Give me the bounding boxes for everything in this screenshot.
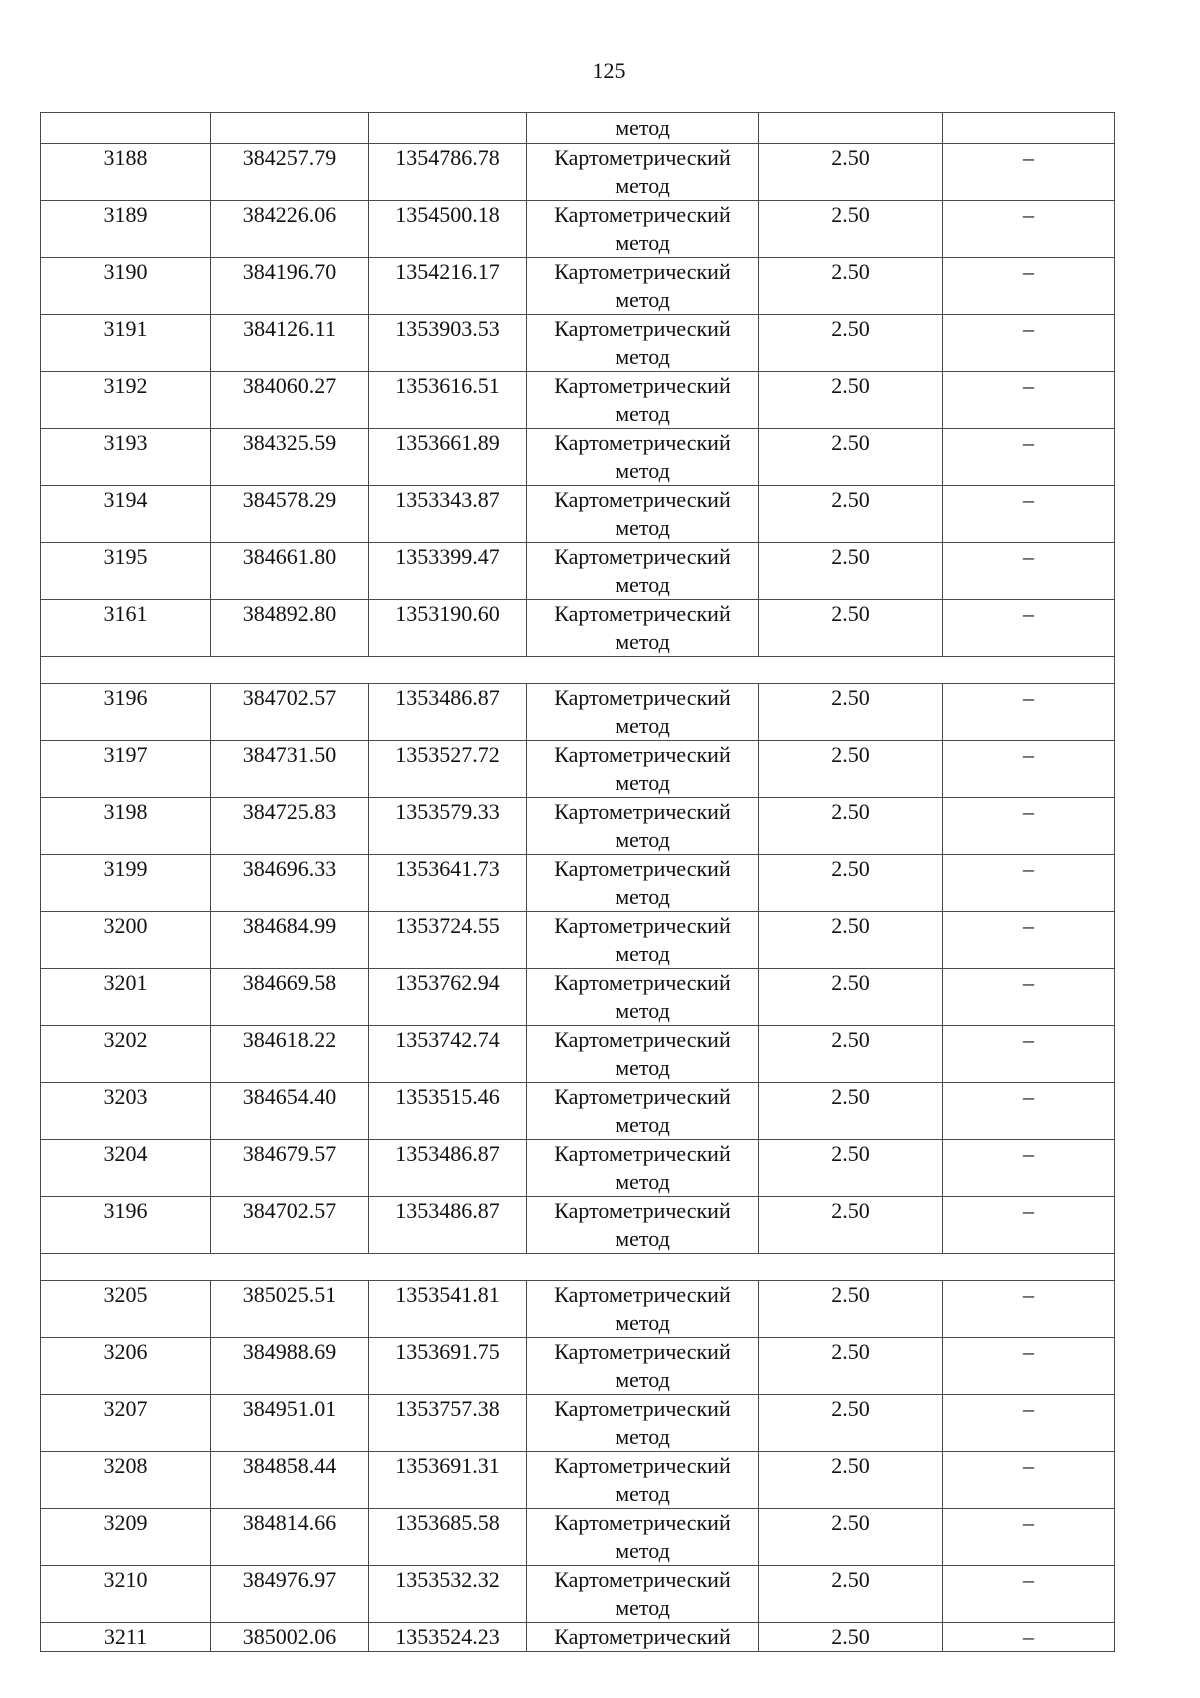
cell-accuracy: 2.50 — [759, 372, 943, 429]
cell-id: 3210 — [41, 1566, 211, 1623]
table-row — [41, 1083, 1115, 1140]
cell-x: 384976.97 — [211, 1566, 369, 1623]
cell-method: Картометрический метод — [527, 543, 759, 600]
cell-method: Картометрический метод — [527, 1509, 759, 1566]
cell-x: 384126.11 — [211, 315, 369, 372]
cell-method: метод — [527, 113, 759, 144]
cell-note: – — [943, 543, 1115, 600]
cell-accuracy: 2.50 — [759, 1566, 943, 1623]
cell-x: 384257.79 — [211, 144, 369, 201]
cell-accuracy: 2.50 — [759, 1395, 943, 1452]
cell-note: – — [943, 1197, 1115, 1254]
cell-note: – — [943, 372, 1115, 429]
table-row — [41, 144, 1115, 201]
cell-note: – — [943, 486, 1115, 543]
cell-note: – — [943, 429, 1115, 486]
cell-y: 1353486.87 — [369, 684, 527, 741]
cell-id: 3197 — [41, 741, 211, 798]
cell-method: Картометрический метод — [527, 201, 759, 258]
cell-method: Картометрический метод — [527, 855, 759, 912]
cell-x: 384702.57 — [211, 1197, 369, 1254]
separator-cell — [41, 1254, 1115, 1281]
cell-x: 384618.22 — [211, 1026, 369, 1083]
cell-y: 1353579.33 — [369, 798, 527, 855]
cell-method: Картометрический метод — [527, 429, 759, 486]
cell-note: – — [943, 144, 1115, 201]
cell-x: 384702.57 — [211, 684, 369, 741]
cell-accuracy: 2.50 — [759, 315, 943, 372]
cell-x: 384661.80 — [211, 543, 369, 600]
cell-accuracy: 2.50 — [759, 798, 943, 855]
cell-y: 1353541.81 — [369, 1281, 527, 1338]
cell-accuracy: 2.50 — [759, 258, 943, 315]
cell-id: 3189 — [41, 201, 211, 258]
cell-x: 384325.59 — [211, 429, 369, 486]
cell-x: 384196.70 — [211, 258, 369, 315]
cell-y: 1353661.89 — [369, 429, 527, 486]
cell-accuracy: 2.50 — [759, 1281, 943, 1338]
cell-x: 384226.06 — [211, 201, 369, 258]
cell-accuracy: 2.50 — [759, 855, 943, 912]
cell-id: 3204 — [41, 1140, 211, 1197]
cell-id: 3200 — [41, 912, 211, 969]
cell-id: 3203 — [41, 1083, 211, 1140]
cell-method: Картометрический метод — [527, 1197, 759, 1254]
cell-id: 3211 — [41, 1623, 211, 1652]
cell-note: – — [943, 1338, 1115, 1395]
cell-x: 384892.80 — [211, 600, 369, 657]
table-row — [41, 855, 1115, 912]
cell-x: 385025.51 — [211, 1281, 369, 1338]
cell-accuracy — [759, 113, 943, 144]
cell-y: 1353691.31 — [369, 1452, 527, 1509]
cell-id: 3196 — [41, 1197, 211, 1254]
group-separator-row — [41, 657, 1115, 684]
cell-y — [369, 113, 527, 144]
cell-id: 3191 — [41, 315, 211, 372]
cell-x: 384988.69 — [211, 1338, 369, 1395]
cell-id: 3205 — [41, 1281, 211, 1338]
cell-y: 1353190.60 — [369, 600, 527, 657]
cell-note: – — [943, 1281, 1115, 1338]
cell-id: 3202 — [41, 1026, 211, 1083]
cell-id: 3193 — [41, 429, 211, 486]
table-row — [41, 1281, 1115, 1338]
cell-y: 1354216.17 — [369, 258, 527, 315]
cell-method: Картометрический метод — [527, 1281, 759, 1338]
cell-note — [943, 113, 1115, 144]
cell-accuracy: 2.50 — [759, 741, 943, 798]
cell-accuracy: 2.50 — [759, 1509, 943, 1566]
cell-method: Картометрический метод — [527, 912, 759, 969]
cell-y: 1353486.87 — [369, 1197, 527, 1254]
separator-cell — [41, 657, 1115, 684]
cell-y: 1353757.38 — [369, 1395, 527, 1452]
cell-note: – — [943, 1026, 1115, 1083]
cell-x: 384684.99 — [211, 912, 369, 969]
table-row — [41, 372, 1115, 429]
cell-method: Картометрический метод — [527, 741, 759, 798]
cell-note: – — [943, 684, 1115, 741]
cell-y: 1353685.58 — [369, 1509, 527, 1566]
cell-accuracy: 2.50 — [759, 1140, 943, 1197]
table-row — [41, 1026, 1115, 1083]
cell-method: Картометрический метод — [527, 1083, 759, 1140]
table-row — [41, 258, 1115, 315]
cell-method: Картометрический метод — [527, 1140, 759, 1197]
cell-id: 3206 — [41, 1338, 211, 1395]
cell-method: Картометрический метод — [527, 486, 759, 543]
cell-id: 3209 — [41, 1509, 211, 1566]
cell-accuracy: 2.50 — [759, 201, 943, 258]
page-number: 125 — [592, 58, 626, 83]
table-row — [41, 1452, 1115, 1509]
cell-x: 385002.06 — [211, 1623, 369, 1652]
table-row — [41, 741, 1115, 798]
cell-note: – — [943, 315, 1115, 372]
table-row — [41, 798, 1115, 855]
cell-method: Картометрический метод — [527, 258, 759, 315]
table-row — [41, 1566, 1115, 1623]
cell-y: 1353742.74 — [369, 1026, 527, 1083]
cell-accuracy: 2.50 — [759, 1338, 943, 1395]
cell-y: 1353724.55 — [369, 912, 527, 969]
cell-method: Картометрический метод — [527, 798, 759, 855]
cell-x: 384696.33 — [211, 855, 369, 912]
cell-note: – — [943, 1452, 1115, 1509]
table-row — [41, 486, 1115, 543]
cell-method: Картометрический метод — [527, 1026, 759, 1083]
cell-method: Картометрический метод — [527, 1452, 759, 1509]
cell-x: 384731.50 — [211, 741, 369, 798]
cell-y: 1353903.53 — [369, 315, 527, 372]
table-body — [41, 113, 1115, 1652]
cell-note: – — [943, 741, 1115, 798]
cell-y: 1353532.32 — [369, 1566, 527, 1623]
cell-id: 3192 — [41, 372, 211, 429]
cell-method: Картометрический метод — [527, 600, 759, 657]
cell-note: – — [943, 912, 1115, 969]
cell-note: – — [943, 1566, 1115, 1623]
continuation-row — [41, 113, 1115, 144]
cell-accuracy: 2.50 — [759, 1083, 943, 1140]
cell-x: 384814.66 — [211, 1509, 369, 1566]
cell-note: – — [943, 1395, 1115, 1452]
cell-accuracy: 2.50 — [759, 486, 943, 543]
cell-method: Картометрический метод — [527, 1566, 759, 1623]
cell-x: 384951.01 — [211, 1395, 369, 1452]
cell-accuracy: 2.50 — [759, 144, 943, 201]
table-row — [41, 315, 1115, 372]
cell-id — [41, 113, 211, 144]
cell-y: 1353641.73 — [369, 855, 527, 912]
cell-y: 1353486.87 — [369, 1140, 527, 1197]
cell-x: 384725.83 — [211, 798, 369, 855]
cell-note: – — [943, 855, 1115, 912]
cell-accuracy: 2.50 — [759, 600, 943, 657]
cell-x: 384578.29 — [211, 486, 369, 543]
cell-id: 3194 — [41, 486, 211, 543]
cell-method: Картометрический метод — [527, 684, 759, 741]
cell-note: – — [943, 1140, 1115, 1197]
cell-note: – — [943, 600, 1115, 657]
cell-id: 3199 — [41, 855, 211, 912]
cell-method: Картометрический метод — [527, 372, 759, 429]
table-row — [41, 543, 1115, 600]
cell-accuracy: 2.50 — [759, 1452, 943, 1509]
cell-method: Картометрический метод — [527, 1338, 759, 1395]
cell-note: – — [943, 1083, 1115, 1140]
cell-y: 1353343.87 — [369, 486, 527, 543]
cell-accuracy: 2.50 — [759, 1026, 943, 1083]
cell-y: 1353515.46 — [369, 1083, 527, 1140]
cell-x: 384060.27 — [211, 372, 369, 429]
cell-accuracy: 2.50 — [759, 684, 943, 741]
table-row — [41, 1395, 1115, 1452]
cell-y: 1353524.23 — [369, 1623, 527, 1652]
cell-id: 3207 — [41, 1395, 211, 1452]
cell-id: 3201 — [41, 969, 211, 1026]
table-row — [41, 201, 1115, 258]
cell-accuracy: 2.50 — [759, 1197, 943, 1254]
table-row — [41, 1140, 1115, 1197]
cell-note: – — [943, 201, 1115, 258]
cell-accuracy: 2.50 — [759, 969, 943, 1026]
cell-method: Картометрический метод — [527, 315, 759, 372]
cell-y: 1354786.78 — [369, 144, 527, 201]
cell-method: Картометрический метод — [527, 1395, 759, 1452]
cell-note: – — [943, 969, 1115, 1026]
cell-note: – — [943, 798, 1115, 855]
cell-x: 384669.58 — [211, 969, 369, 1026]
table-row — [41, 1338, 1115, 1395]
table-row — [41, 684, 1115, 741]
cell-id: 3208 — [41, 1452, 211, 1509]
cell-method: Картометрический — [527, 1623, 759, 1652]
cell-method: Картометрический метод — [527, 144, 759, 201]
cell-id: 3195 — [41, 543, 211, 600]
cell-y: 1353616.51 — [369, 372, 527, 429]
coordinates-table — [40, 112, 1115, 1652]
cell-accuracy: 2.50 — [759, 543, 943, 600]
cell-y: 1353762.94 — [369, 969, 527, 1026]
cell-id: 3190 — [41, 258, 211, 315]
cell-y: 1353527.72 — [369, 741, 527, 798]
cell-x: 384654.40 — [211, 1083, 369, 1140]
cell-note: – — [943, 1623, 1115, 1652]
cell-x — [211, 113, 369, 144]
cell-y: 1354500.18 — [369, 201, 527, 258]
table-row — [41, 1509, 1115, 1566]
table-row — [41, 1623, 1115, 1652]
cell-y: 1353691.75 — [369, 1338, 527, 1395]
table-row — [41, 969, 1115, 1026]
cell-note: – — [943, 258, 1115, 315]
cell-accuracy: 2.50 — [759, 429, 943, 486]
cell-method: Картометрический метод — [527, 969, 759, 1026]
group-separator-row — [41, 1254, 1115, 1281]
table-row — [41, 1197, 1115, 1254]
cell-id: 3188 — [41, 144, 211, 201]
cell-x: 384858.44 — [211, 1452, 369, 1509]
cell-id: 3198 — [41, 798, 211, 855]
cell-id: 3196 — [41, 684, 211, 741]
cell-x: 384679.57 — [211, 1140, 369, 1197]
cell-y: 1353399.47 — [369, 543, 527, 600]
table-row — [41, 912, 1115, 969]
cell-accuracy: 2.50 — [759, 1623, 943, 1652]
cell-accuracy: 2.50 — [759, 912, 943, 969]
table-row — [41, 429, 1115, 486]
cell-id: 3161 — [41, 600, 211, 657]
cell-note: – — [943, 1509, 1115, 1566]
table-row — [41, 600, 1115, 657]
